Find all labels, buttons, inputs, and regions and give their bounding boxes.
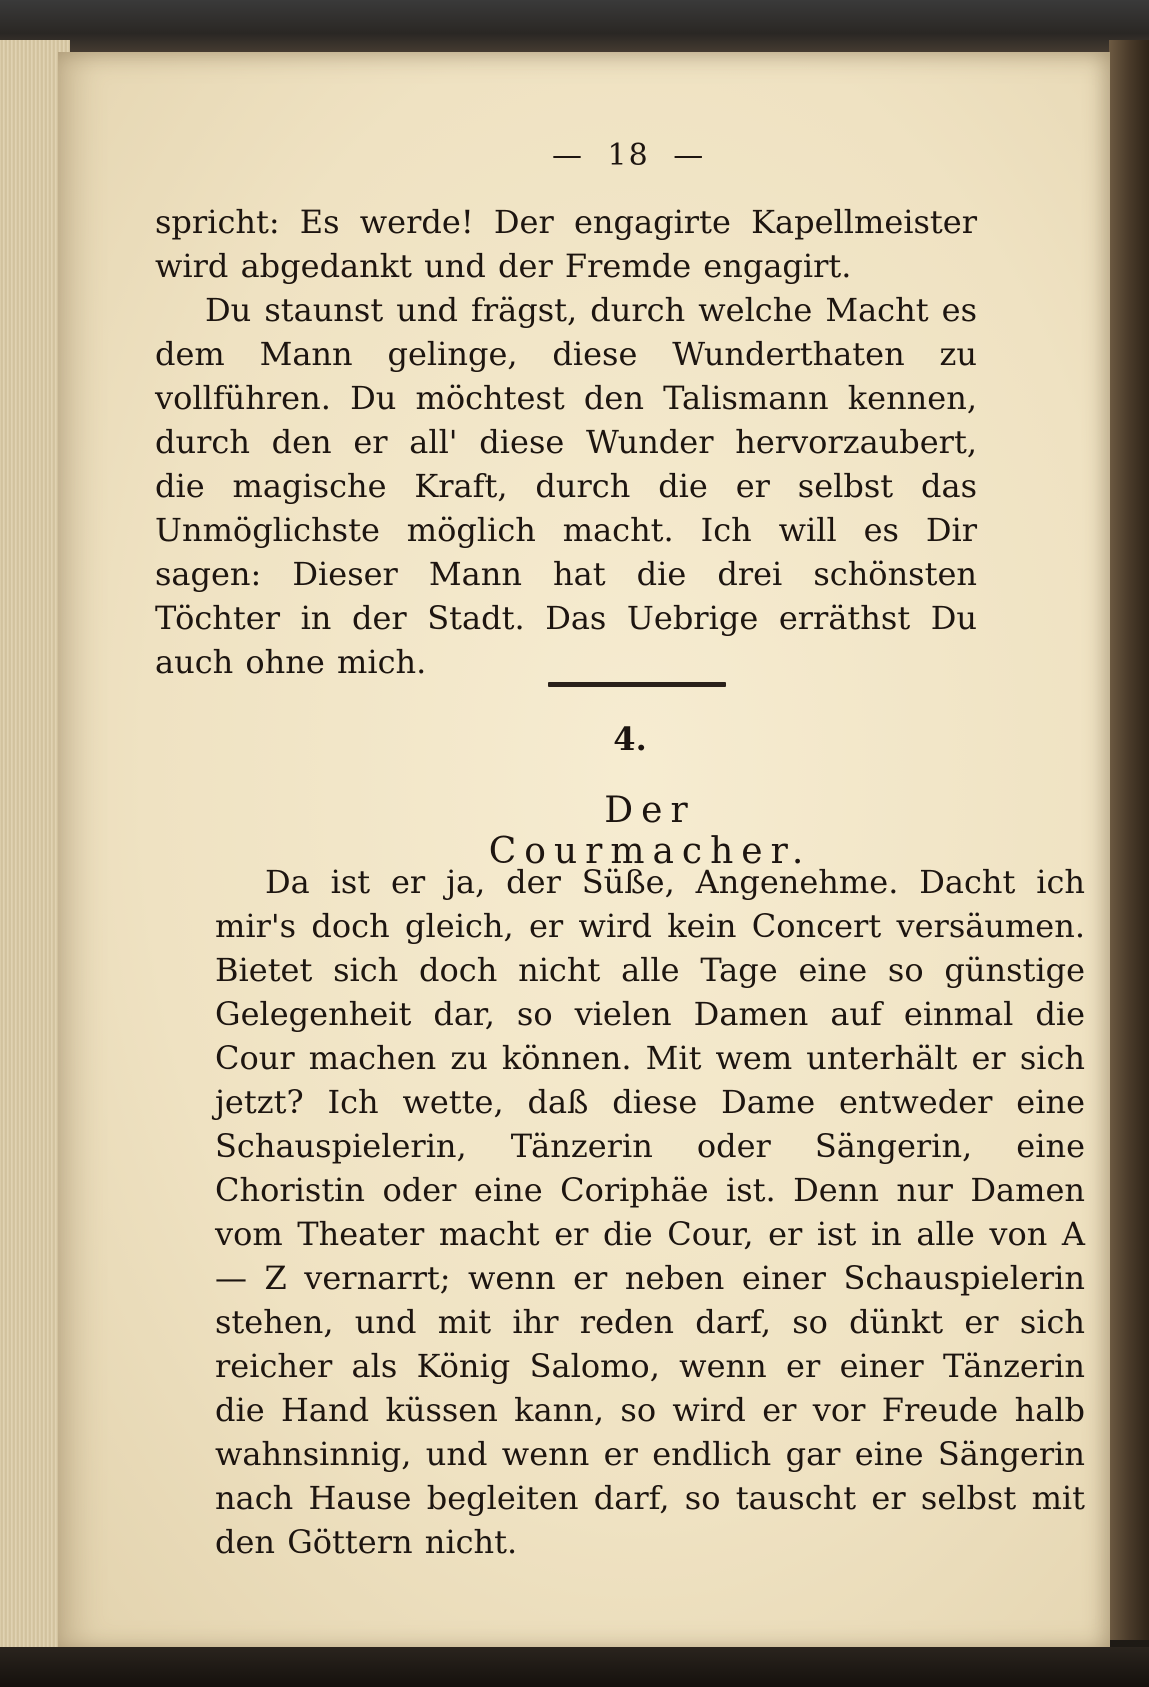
text-block-continuation — [155, 200, 977, 684]
text-block-section — [215, 860, 1085, 1564]
section-title: Der Courmacher. — [488, 790, 812, 872]
section-divider-rule — [548, 682, 726, 687]
paragraph: Da ist er ja, der Süße, Angenehme. Dacht ich mir's doch gleich, er wird kein Concert versäumen. Bietet sich doch nicht alle Tage eine so günstige Gelegenheit dar, so vielen Damen auf einmal die Cour machen zu können. Mit wem unterhält er sich jetzt? Ich wette, daß diese Dame entweder eine Schauspielerin, Tänzerin oder Sängerin, eine Choristin oder eine Coriphäe ist. Denn nur Damen vom Theater macht er die Cour, er ist in alle von A — Z vernarrt; wenn er neben einer Schauspielerin stehen, und mit ihr reden darf, so dünkt er sich reicher als König Salomo, wenn er einer Tänzerin die Hand küssen kann, so wird er vor Freude halb wahnsinnig, und wenn er endlich gar eine Sängerin nach Hause begleiten darf, so tauscht er selbst mit den Göttern nicht. — [215, 863, 1085, 1561]
book-binding-right — [1109, 40, 1149, 1640]
page-number-value: 18 — [607, 138, 650, 173]
section-number: 4. — [613, 720, 647, 758]
bottom-shadow — [0, 1647, 1149, 1687]
page-number-dash-right: — — [673, 138, 706, 173]
book-binding-top — [0, 0, 1149, 56]
paragraph: spricht: Es werde! Der engagirte Kapellmeister wird abgedankt und der Fremde engagirt. — [155, 203, 977, 285]
paragraph: Du staunst und frägst, durch welche Macht es dem Mann gelinge, diese Wunderthaten zu vollführen. Du möchtest den Talismann kennen, durch den er all' diese Wunder hervorzaubert, die magische Kraft, durch die er selbst das Unmöglichste möglich macht. Ich will es Dir sagen: Dieser Mann hat die drei schönsten Töchter in der Stadt. Das Uebrige erräthst Du auch ohne mich. — [155, 291, 977, 681]
page-number-dash-left: — — [552, 138, 584, 173]
page-number — [540, 138, 740, 173]
